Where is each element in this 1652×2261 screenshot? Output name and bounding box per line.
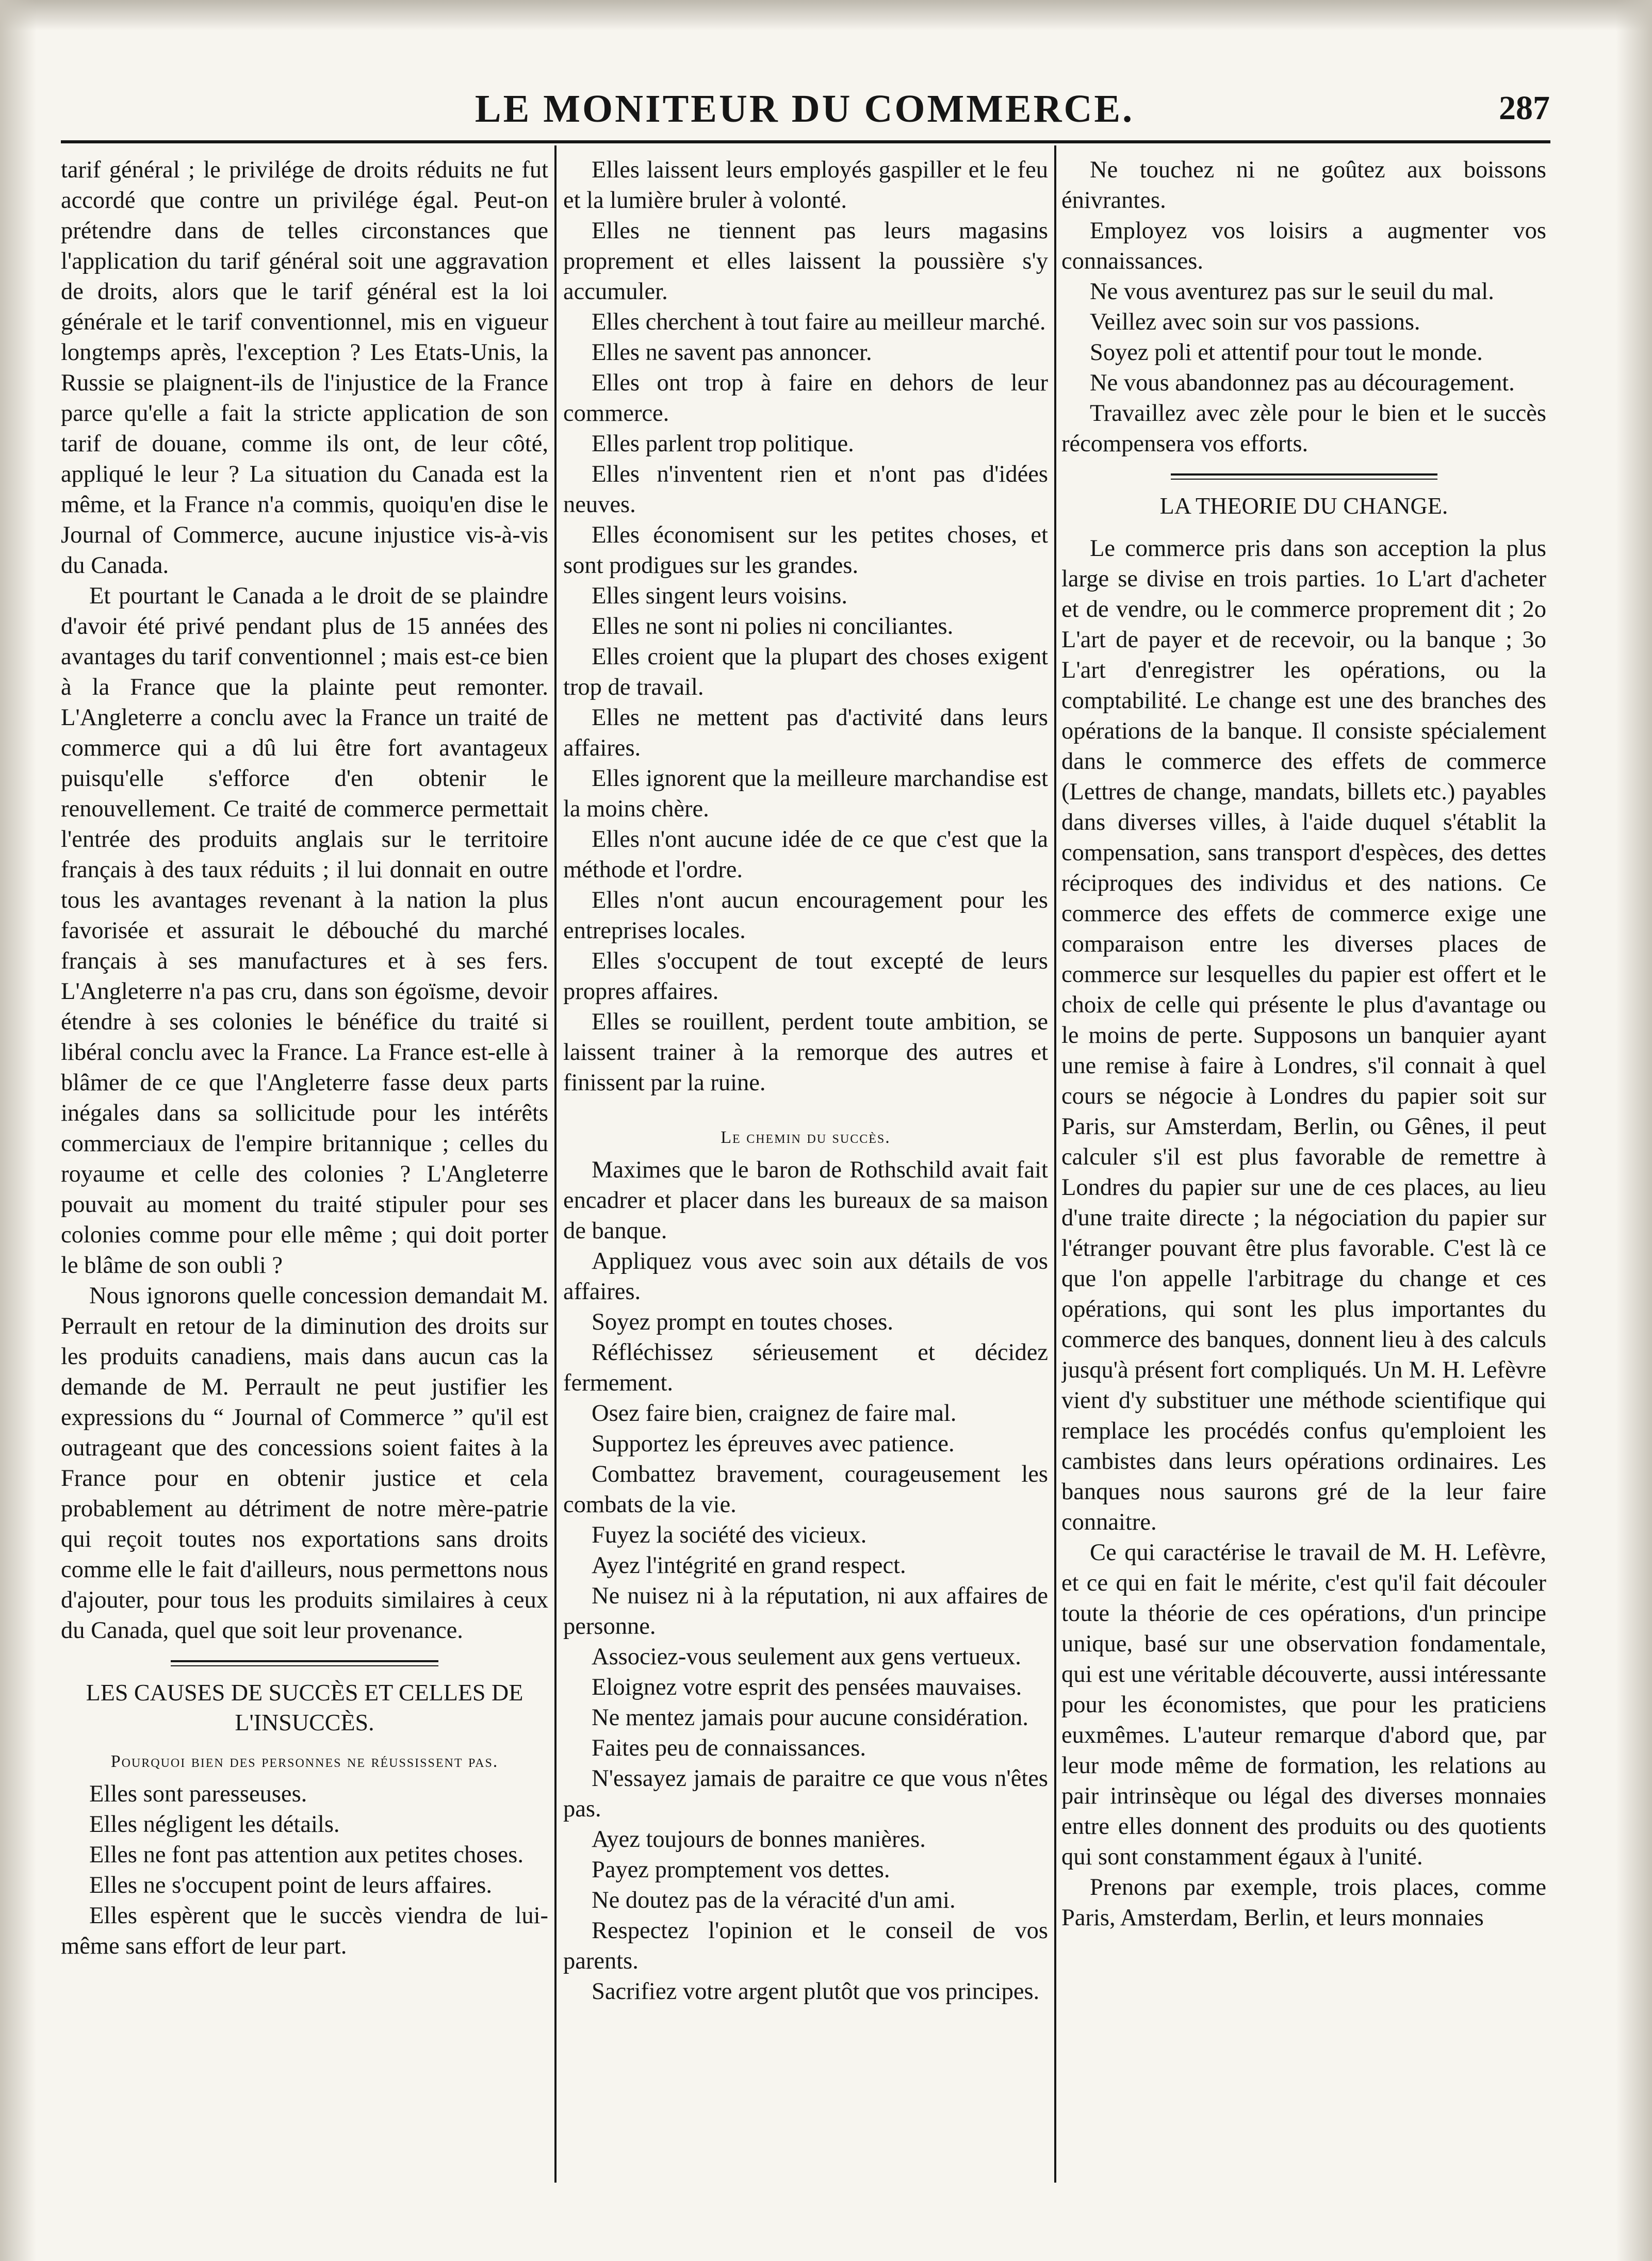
list-item: Fuyez la société des vicieux. [592,1522,867,1548]
list-item: Eloignez votre esprit des pensées mauvaises. [592,1674,1022,1700]
list-item: Ayez toujours de bonnes manières. [592,1826,926,1853]
causes-list [61,1779,548,1961]
list-item: Elles ne mettent pas d'activité dans leurs affaires. [563,704,1048,761]
list-item: Elles ne s'occupent point de leurs affaires. [89,1872,492,1898]
list-item: Elles sont paresseuses. [89,1781,307,1807]
list-item: Elles s'occupent de tout excepté de leurs propres affaires. [563,948,1048,1005]
list-item: Ne vous abandonnez pas au découragement. [1090,370,1515,396]
list-item: Ne doutez pas de la véracité d'un ami. [592,1887,956,1913]
list-item: Elles laissent leurs employés gaspiller et le feu et la lumière bruler à volonté. [563,157,1048,214]
column-rule-2 [1054,145,1056,2183]
list-item: Elles économisent sur les petites choses, et sont prodigues sur les grandes. [563,522,1048,579]
spacer [563,1098,1048,1117]
section-title-causes: LES CAUSES DE SUCCÈS ET CELLES DE L'INSUCCÈS. [86,1679,524,1735]
list-item: Osez faire bien, craignez de faire mal. [592,1400,957,1427]
column-2 [563,155,1048,2182]
list-item: Ayez l'intégrité en grand respect. [592,1552,906,1579]
masthead-title: LE MONITEUR DU COMMERCE. [475,87,1135,130]
column-3 [1061,155,1546,2182]
section-title-chemin: Le chemin du succès. [721,1128,891,1147]
list-item: Elles n'ont aucun encouragement pour les entreprises locales. [563,887,1048,944]
list-item: Elles parlent trop politique. [592,431,854,457]
intro-paragraph: Maximes que le baron de Rothschild avait fait encadrer et placer dans les bureaux de sa maison de banque. [563,1157,1048,1244]
list-item: Réfléchissez sérieusement et décidez fermement. [563,1339,1048,1396]
list-item: Payez promptement vos dettes. [592,1857,890,1883]
list-item: Elles croient que la plupart des choses exigent trop de travail. [563,644,1048,700]
list-item: Elles n'inventent rien et n'ont pas d'idées neuves. [563,461,1048,518]
running-head [59,77,1550,139]
list-item: Soyez prompt en toutes choses. [592,1309,894,1335]
article-paragraph: Ce qui caractérise le travail de M. H. Lefèvre, et ce qui en fait le mérite, c'est qu'il fait découler toute la théorie de ces opérations, d'un principe unique, basé sur une observation fondamentale, qui est une véritable découverte, aussi intéressante pour les économistes, que pour les praticiens euxmêmes. L'auteur remarque d'abord que, par leur mode même de formation, les relations au pair intrinsèque ou légal des diverses monnaies entre elles donnent des produits ou des quotients qui sont constamment égaux à l'unité. [1061,1539,1546,1870]
list-item: Ne touchez ni ne goûtez aux boissons énivrantes. [1061,157,1546,214]
list-item: Supportez les épreuves avec patience. [592,1431,955,1457]
list-item: Faites peu de connaissances. [592,1735,866,1761]
scan-edge-right [1616,0,1652,2261]
list-item: Elles ne tiennent pas leurs magasins proprement et elles laissent la poussière s'y accumuler. [563,218,1048,305]
list-item: Elles espèrent que le succès viendra de lui-même sans effort de leur part. [61,1903,548,1959]
column-rule-1 [554,145,557,2183]
causes-list-continued [563,155,1048,1098]
list-item: Soyez poli et attentif pour tout le monde. [1090,339,1483,366]
list-item: Appliquez vous avec soin aux détails de vos affaires. [563,1248,1048,1305]
list-item: Combattez bravement, courageusement les combats de la vie. [563,1461,1048,1518]
section-title-change: LA THEORIE DU CHANGE. [1159,493,1448,519]
list-item: Associez-vous seulement aux gens vertueux. [592,1644,1021,1670]
article-paragraph: Nous ignorons quelle concession demandait M. Perrault en retour de la diminution des droits sur les produits canadiens, mais dans aucun cas la demande de M. Perrault ne peut justifier les expressions du “ Journal of Commerce ” qu'il est outrageant que des concessions soient faites à la France pour en obtenir justice et cela probablement au détriment de notre mère-patrie qui reçoit toutes nos exportations sans droits comme elle le fait d'ailleurs, nous permettons nous d'ajouter, pour tous les produits similaires à ceux du Canada, quel que soit leur provenance. [61,1283,548,1644]
list-item: Ne nuisez ni à la réputation, ni aux affaires de personne. [563,1583,1048,1640]
maxims-list [563,1246,1048,2007]
list-item: Elles cherchent à tout faire au meilleur marché. [592,309,1046,335]
article-paragraph: tarif général ; le privilége de droits réduits ne fut accordé que contre un privilége égal. Peut-on prétendre dans de telles circonstances que l'application du tarif général soit une aggravation de droits, alors que le tarif général est la loi générale et le tarif conventionnel, mis en vigueur longtemps après, l'exception ? Les Etats-Unis, la Russie se plaignent-ils de l'injustice de la France parce qu'elle a fait la stricte application de son tarif de douane, comme ils ont, de leur côté, appliqué le leur ? La situation du Canada est la même, et la France n'a commis, quoiqu'en dise le Journal of Commerce, aucune injustice vis-à-vis du Canada. [61,157,548,579]
list-item: Elles ont trop à faire en dehors de leur commerce. [563,370,1048,427]
article-paragraph: Prenons par exemple, trois places, comme Paris, Amsterdam, Berlin, et leurs monnaies [1061,1874,1546,1931]
article-paragraph: Le commerce pris dans son acception la plus large se divise en trois parties. 1o L'art d'acheter et de vendre, ou le commerce proprement dit ; 2o L'art de payer et de recevoir, ou la banque ; 3o L'art d'enregistrer les opérations, ou la comptabilité. Le change est une des branches des opérations de la banque. Il consiste spécialement dans le commerce des effets de commerce (Lettres de change, mandats, billets etc.) payables dans diverses villes, à l'aide duquel s'établit la compensation, sans transport d'espèces, des dettes réciproques des individus et des nations. Ce commerce des effets de commerce exige une comparaison entre les diverses places de commerce sur lesquelles du papier est offert et le choix de celle qui présente le plus d'avantage ou le moins de perte. Supposons un banquier ayant une remise à faire à Londres, s'il connait à quel cours se négocie à Londres du papier soit sur Paris, sur Amsterdam, Berlin, ou Gênes, il peut calculer s'il est plus favorable de remettre à Londres du papier sur une de ces places, au lieu d'une traite directe ; la négociation du papier sur l'étranger pouvant être plus favorable. C'est là ce que l'on appelle l'arbitrage du change et ces opérations, qui sont les plus importantes du commerce des banques, donnent lieu à des calculs jusqu'à présent fort compliqués. Un M. H. Lefèvre vient d'y substituer une méthode scientifique qui remplace les procédés confus qu'emploient les cambistes dans leurs opérations ordinaires. Les banques nous saurons gré de la leur faire connaitre. [1061,535,1546,1535]
list-item: N'essayez jamais de paraitre ce que vous n'êtes pas. [563,1765,1048,1822]
list-item: Elles ne font pas attention aux petites choses. [89,1842,524,1868]
scan-edge-top [0,0,1652,31]
list-item: Elles négligent les détails. [89,1811,340,1838]
list-item: Sacrifiez votre argent plutôt que vos principes. [592,1978,1040,2005]
list-item: Ne mentez jamais pour aucune considération. [592,1705,1029,1731]
header-rule [61,140,1550,143]
page-number: 287 [1499,89,1550,127]
column-1 [61,155,548,2182]
maxims-list-continued [1061,155,1546,459]
scan-edge-left [0,0,36,2261]
list-item: Veillez avec soin sur vos passions. [1090,309,1420,335]
list-item: Elles n'ont aucune idée de ce que c'est que la méthode et l'ordre. [563,826,1048,883]
list-item: Elles ne savent pas annoncer. [592,339,872,366]
list-item: Ne vous aventurez pas sur le seuil du mal. [1090,278,1494,305]
list-item: Travaillez avec zèle pour le bien et le succès récompensera vos efforts. [1061,400,1546,457]
section-subtitle: Pourquoi bien des personnes ne réussissent pas. [110,1752,499,1771]
list-item: Elles se rouillent, perdent toute ambition, se laissent trainer à la remorque des autres et finissent par la ruine. [563,1009,1048,1096]
list-item: Employez vos loisirs a augmenter vos connaissances. [1061,218,1546,274]
section-divider [1171,473,1437,480]
list-item: Elles ne sont ni polies ni conciliantes. [592,613,954,640]
article-paragraph: Et pourtant le Canada a le droit de se plaindre d'avoir été privé pendant plus de 15 années des avantages du tarif conventionnel ; mais est-ce bien à la France que la plainte peut remonter. L'Angleterre a conclu avec la France un traité de commerce qui a dû lui être fort avantageux puisqu'elle s'efforce d'en obtenir le renouvellement. Ce traité de commerce permettait l'entrée des produits anglais sur le territoire français à des taux réduits ; il lui donnait en outre tous les avantages revenant à la nation la plus favorisée et assurait le débouché du marché français à ses manufactures et à ses fers. L'Angleterre n'a pas cru, dans son égoïsme, devoir étendre à ses colonies le bénéfice du traité si libéral conclu avec la France. La France est-elle à blâmer de ce que l'Angleterre fasse deux parts inégales dans sa sollicitude pour les intérêts commerciaux de l'empire britannique ; celles du royaume et celle des colonies ? L'Angleterre pouvait au moment du traité stipuler pour ses colonies comme pour elle même ; qui doit porter le blâme de son oubli ? [61,583,548,1279]
list-item: Elles ignorent que la meilleure marchandise est la moins chère. [563,765,1048,822]
list-item: Respectez l'opinion et le conseil de vos parents. [563,1918,1048,1974]
section-divider [171,1660,439,1666]
list-item: Elles singent leurs voisins. [592,583,847,609]
